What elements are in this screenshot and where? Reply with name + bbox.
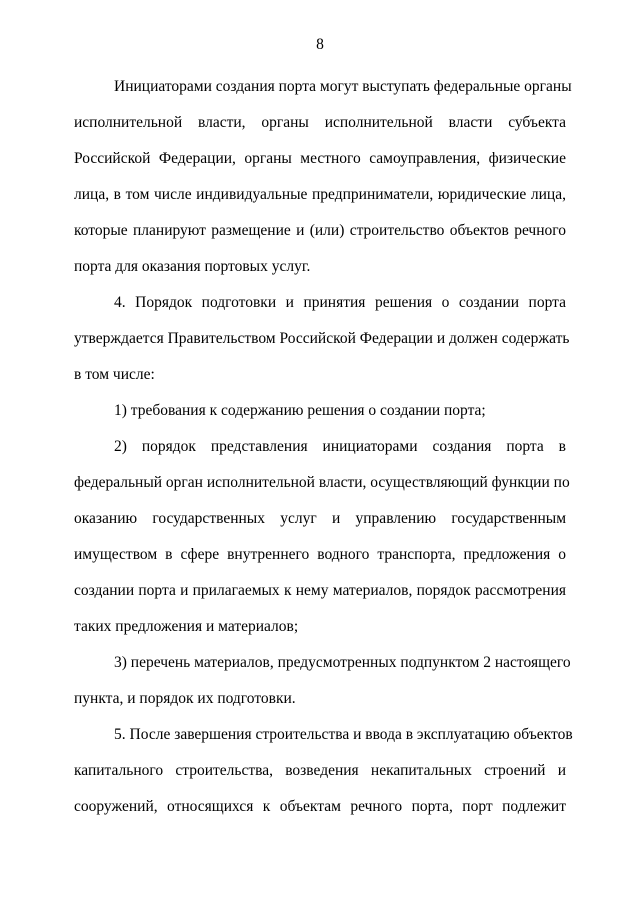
page-number: 8 (316, 36, 324, 53)
paragraph-line: 1) требования к содержанию решения о создании порта; (114, 402, 486, 419)
paragraph-line: исполнительной власти, органы исполнительной власти субъекта (74, 114, 566, 131)
paragraph-line: сооружений, относящихся к объектам речного порта, порт подлежит (74, 798, 566, 815)
paragraph-line: имуществом в сфере внутреннего водного транспорта, предложения о (74, 546, 566, 563)
paragraph-line: которые планируют размещение и (или) строительство объектов речного (74, 222, 566, 239)
paragraph-line: лица, в том числе индивидуальные предприниматели, юридические лица, (74, 186, 566, 203)
paragraph-line: порта для оказания портовых услуг. (74, 258, 311, 275)
paragraph-line: в том числе: (74, 366, 155, 383)
paragraph-line: 3) перечень материалов, предусмотренных подпунктом 2 настоящего (114, 654, 571, 671)
paragraph-line: пункта, и порядок их подготовки. (74, 690, 296, 707)
paragraph-line: создании порта и прилагаемых к нему материалов, порядок рассмотрения (74, 582, 566, 599)
paragraph-line: утверждается Правительством Российской Федерации и должен содержать (74, 330, 570, 347)
paragraph-line: Российской Федерации, органы местного самоуправления, физические (74, 150, 566, 167)
paragraph-line: капитального строительства, возведения некапитальных строений и (74, 762, 566, 779)
paragraph-line: 2) порядок представления инициаторами создания порта в (114, 438, 566, 455)
paragraph-line: оказанию государственных услуг и управлению государственным (74, 510, 566, 527)
paragraph-line: 5. После завершения строительства и ввода в эксплуатацию объектов (114, 726, 573, 743)
paragraph-line: 4. Порядок подготовки и принятия решения о создании порта (114, 294, 566, 311)
paragraph-line: федеральный орган исполнительной власти, осуществляющий функции по (74, 474, 570, 491)
paragraph-line: Инициаторами создания порта могут выступать федеральные органы (114, 78, 572, 95)
paragraph-line: таких предложения и материалов; (74, 618, 299, 635)
